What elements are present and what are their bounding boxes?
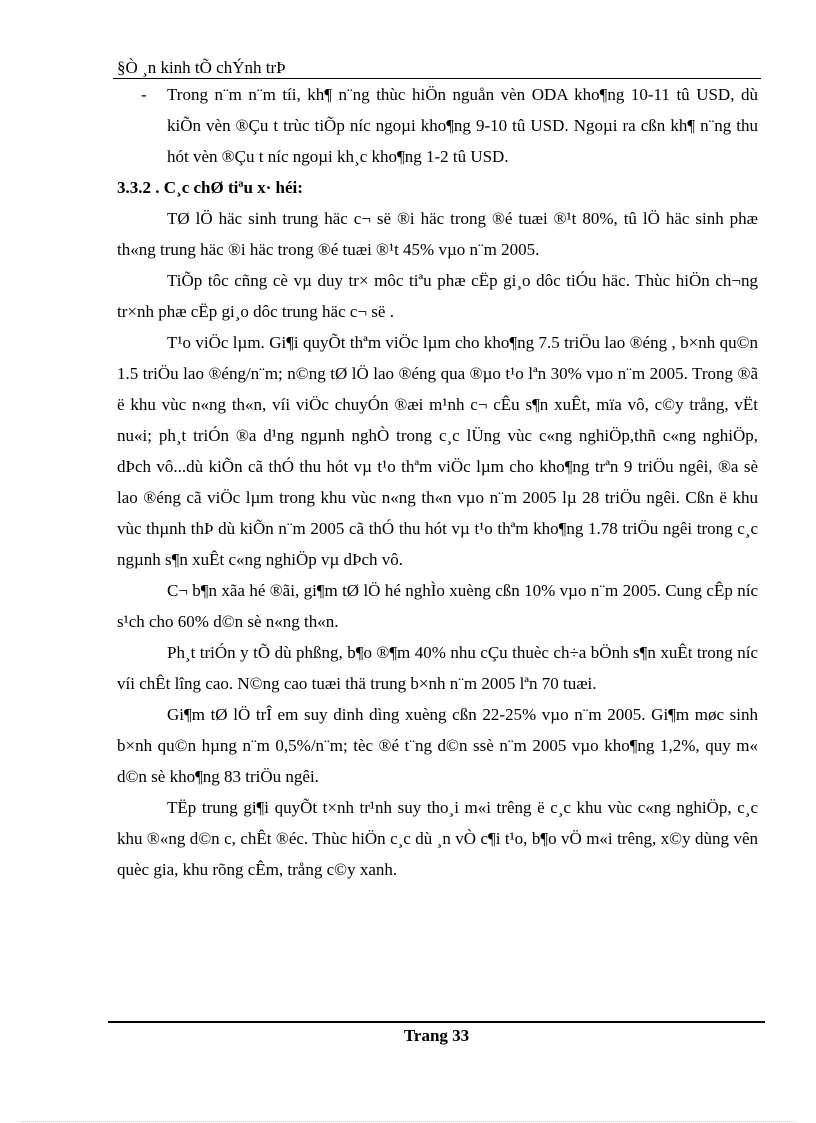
paragraph-3: T¹o viÖc lµm. Gi¶i quyÕt thªm viÖc lµm cho kho¶ng 7.5 triÖu lao ®éng , b×nh qu©n 1.5 triÖu lao ®éng/n¨m; n©ng tØ lÖ lao ®éng qua ®µo t¹o lªn 30% vµo n¨m 2005. Trong ®ã ë khu vùc n«ng th«n, víi viÖc chuyÓn ®æi m¹nh c¬ cÊu s¶n xuÊt, mïa vô, c©y trång, vËt nu«i; ph¸t triÓn ®a d¹ng ngµnh nghÒ trong c¸c lÜng vùc c«ng nghiÖp,thñ c«ng nghiÖp, dÞch vô...dù kiÕn cã thÓ thu hót vµ t¹o thªm viÖc lµm cho kho¶ng trªn 9 triÖu ngêi, ®a sè lao ®éng cã viÖc lµm trong khu vùc n«ng th«n vµo n¨m 2005 lµ 28 triÖu ngêi. Cßn ë khu vùc thµnh thÞ dù kiÕn n¨m 2005 cã thÓ thu hót vµ t¹o thªm kho¶ng 1.78 triÖu ngêi trong c¸c ngµnh s¶n xuÊt c«ng nghiÖp vµ dÞch vô.: [117, 333, 758, 569]
page-header-title: §Ò ¸n kinh tÕ chÝnh trÞ: [117, 58, 286, 77]
bullet-item: [117, 79, 758, 172]
page-number: Trang 33: [403, 1026, 470, 1045]
page-bottom-border: [20, 1121, 796, 1122]
page-content: [117, 79, 758, 885]
paragraph-2: TiÕp tôc cñng cè vµ duy tr× môc tiªu phæ cËp gi¸o dôc tiÓu häc. Thùc hiÖn ch¬ng tr×nh phæ cËp gi¸o dôc trung häc c¬ së .: [117, 271, 758, 321]
footer-divider: [108, 1021, 765, 1023]
paragraph-4: C¬ b¶n xãa hé ®ãi, gi¶m tØ lÖ hé nghÌo xuèng cßn 10% vµo n¨m 2005. Cung cÊp níc s¹ch cho 60% d©n sè n«ng th«n.: [117, 581, 758, 631]
paragraph-6: Gi¶m tØ lÖ trÎ em suy dinh dìng xuèng cßn 22-25% vµo n¨m 2005. Gi¶m møc sinh b×nh qu©n hµng n¨m 0,5%/n¨m; tèc ®é t¨ng d©n ssè n¨m 2005 vµo kho¶ng 1,2%, quy m« d©n sè kho¶ng 83 triÖu ngêi.: [117, 705, 758, 786]
bullet-mark: -: [141, 85, 147, 104]
section-heading: 3.3.2 . C¸c chØ tiªu x· héi:: [117, 178, 303, 197]
bullet-text: Trong n¨m n¨m tíi, kh¶ n¨ng thùc hiÖn nguån vèn ODA kho¶ng 10-11 tû USD, dù kiÕn vèn ®Çu t trùc tiÕp níc ngoµi kho¶ng 9-10 tû USD. Ngoµi ra cßn kh¶ n¨ng thu hót vèn ®Çu t níc ngoµi kh¸c kho¶ng 1-2 tû USD.: [167, 85, 758, 166]
paragraph-5: Ph¸t triÓn y tÕ dù phßng, b¶o ®¶m 40% nhu cÇu thuèc ch÷a bÖnh s¶n xuÊt trong níc víi chÊt lîng cao. N©ng cao tuæi thä trung b×nh n¨m 2005 lªn 70 tuæi.: [117, 643, 758, 693]
paragraph-7: TËp trung gi¶i quyÕt t×nh tr¹nh suy tho¸i m«i trêng ë c¸c khu vùc c«ng nghiÖp, c¸c khu ®«ng d©n c, chÊt ®éc. Thùc hiÖn c¸c dù ¸n vÒ c¶i t¹o, b¶o vÖ m«i trêng, x©y dùng vên quèc gia, khu rõng cÊm, trång c©y xanh.: [117, 798, 758, 879]
paragraph-1: TØ lÖ häc sinh trung häc c¬ së ®i häc trong ®é tuæi ®¹t 80%, tû lÖ häc sinh phæ th«ng trung häc ®i häc trong ®é tuæi ®¹t 45% vµo n¨m 2005.: [117, 209, 758, 259]
